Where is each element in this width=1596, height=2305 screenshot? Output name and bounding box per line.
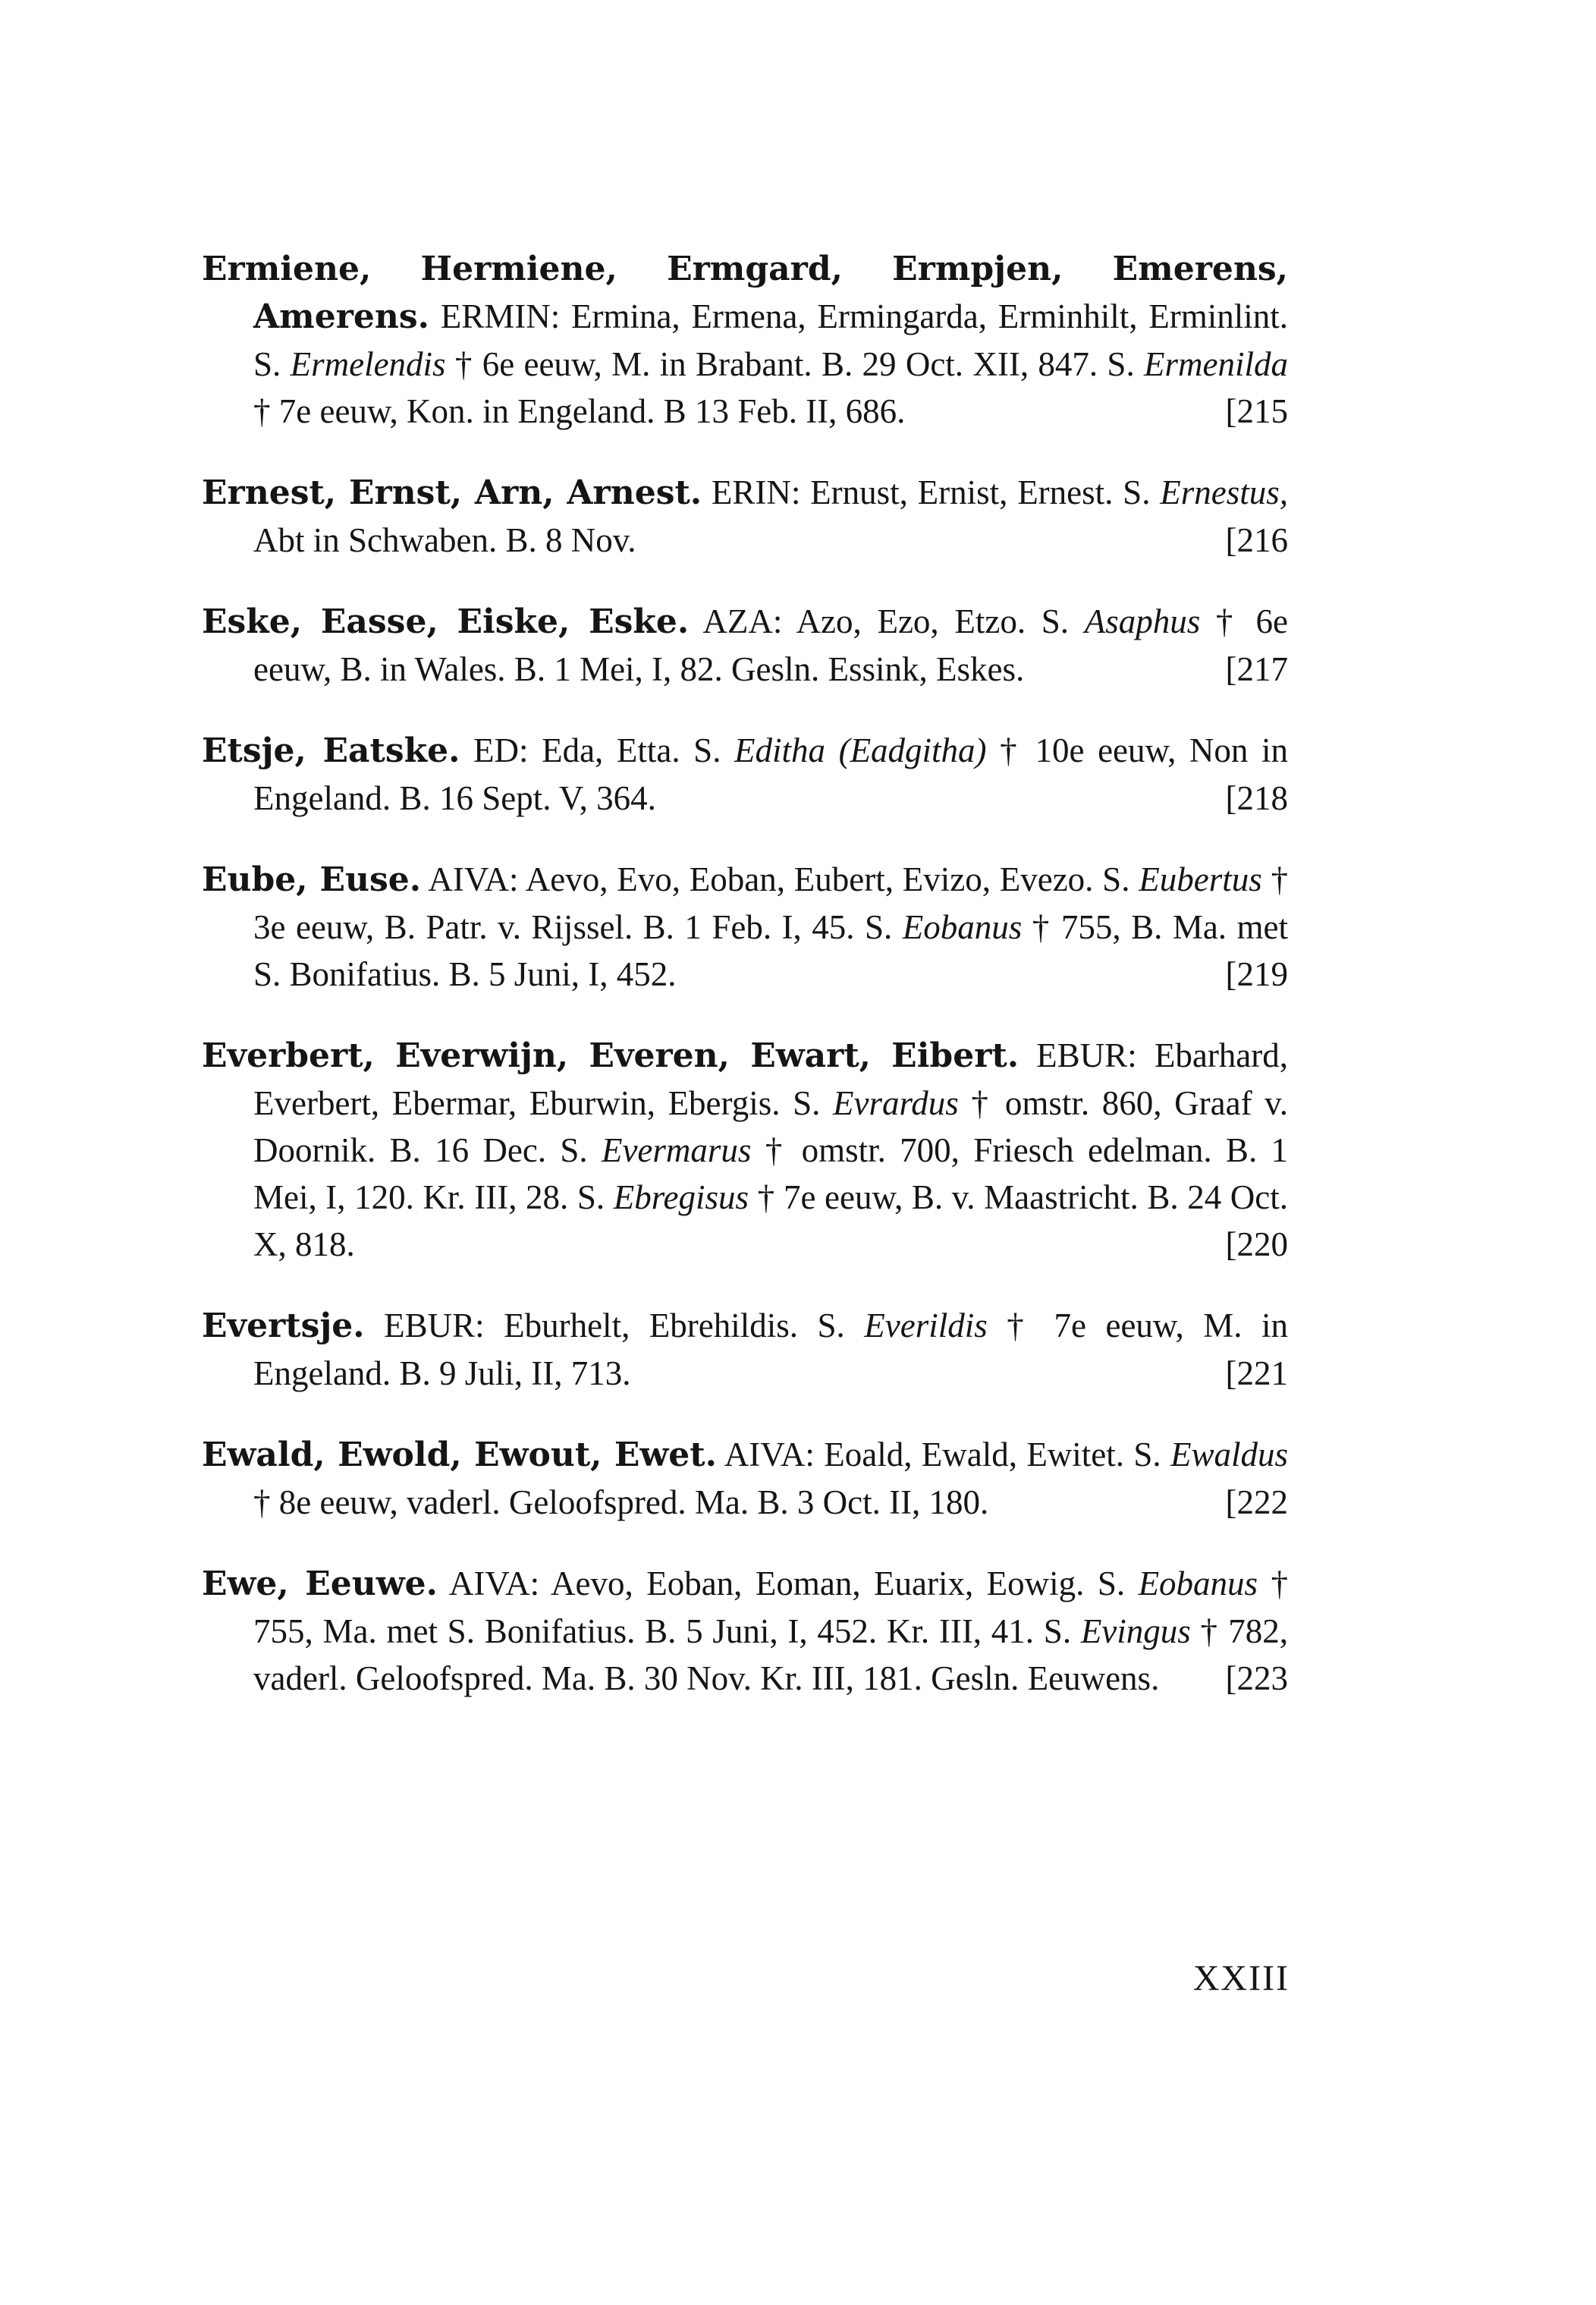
entry-head: Ermiene, Hermiene, Ermgard, Ermpjen, Emerens, Amerens. [202,250,1288,336]
entry-text: ED: Eda, Etta. S. [460,731,735,769]
saint-name: Evingus [1080,1612,1191,1650]
entry-218 [202,727,1288,822]
entry-220 [202,1032,1288,1268]
entry-number: [223 [1225,1659,1288,1697]
saint-name: Evermarus [601,1131,752,1169]
entry-number: [220 [1225,1225,1288,1263]
saint-name: Editha (Eadgitha) [734,731,987,769]
name-entries [202,211,1288,1724]
saint-name: Evrardus [832,1084,959,1122]
entry-222 [202,1431,1288,1526]
entry-223 [202,1560,1288,1702]
entry-text: ERIN: Ernust, Ernist, Ernest. S. [702,473,1161,511]
saint-name: Everildis [864,1307,988,1344]
entry-number: [222 [1225,1483,1288,1521]
entry-text: AIVA: Aevo, Evo, Eoban, Eubert, Evizo, Evezo. S. [421,860,1139,898]
entry-number: [215 [1225,392,1288,430]
entry-head: Evertsje. [202,1307,365,1345]
saint-name: Ernestus, [1160,473,1288,511]
entry-text: AZA: Azo, Ezo, Etzo. S. [689,602,1085,640]
saint-name: Eubertus [1139,860,1262,898]
saint-name: Ermenilda [1144,345,1288,383]
page-number: XXIII [1192,1958,1290,1998]
entry-head: Eube, Euse. [202,860,422,899]
entry-text: AIVA: Aevo, Eoban, Eoman, Euarix, Eowig. S. [437,1564,1139,1602]
entry-number: [218 [1225,779,1288,817]
entry-215 [202,245,1288,435]
entry-text: † 7e eeuw, M. in Engeland. B. 9 Juli, II, 713. [253,1307,1288,1392]
entry-text: † 782, vaderl. Geloofspred. Ma. B. 30 Nov. Kr. III, 181. Gesln. Eeuwens. [253,1612,1289,1697]
entry-number: [221 [1225,1354,1288,1392]
entry-number: [219 [1225,955,1288,993]
entry-text: † 10e eeuw, Non in Engeland. B. 16 Sept. V, 364. [253,731,1288,817]
entry-text: Abt in Schwaben. B. 8 Nov. [253,521,636,559]
entry-text: † 7e eeuw, B. v. Maastricht. B. 24 Oct. X, 818. [253,1178,1288,1263]
entry-head: Eske, Easse, Eiske, Eske. [202,602,690,641]
entry-text: † 755, B. Ma. met S. Bonifatius. B. 5 Juni, I, 452. [253,908,1289,993]
saint-name: Ebregisus [613,1178,749,1216]
entry-head: Etsje, Eatske. [202,731,460,770]
entry-number: [217 [1225,650,1288,688]
entry-217 [202,598,1288,693]
entry-head: Ernest, Ernst, Arn, Arnest. [202,473,702,512]
entry-219 [202,856,1288,998]
entry-text: † 6e eeuw, M. in Brabant. B. 29 Oct. XII, 847. S. [445,345,1145,383]
entry-216 [202,469,1288,564]
entry-text: AIVA: Eoald, Ewald, Ewitet. S. [716,1436,1170,1473]
saint-name: Eobanus [1138,1564,1258,1602]
entry-head: Everbert, Everwijn, Everen, Ewart, Eibert. [202,1036,1019,1075]
entry-head: Ewe, Eeuwe. [202,1564,438,1603]
entry-text: ERMIN: Ermina, Ermena, Ermingarda, Erminhilt, Erminlint. S. [253,297,1288,383]
saint-name: Ewaldus [1170,1436,1288,1473]
entry-text: † omstr. 700, Friesch edelman. B. 1 Mei, I, 120. Kr. III, 28. S. [253,1131,1288,1216]
entry-text: † omstr. 860, Graaf v. Doornik. B. 16 Dec. S. [253,1084,1288,1169]
entry-text: EBUR: Ebarhard, Everbert, Ebermar, Eburwin, Ebergis. S. [253,1036,1289,1122]
entry-text: † 8e eeuw, vaderl. Geloofspred. Ma. B. 3 Oct. II, 180. [253,1483,989,1521]
saint-name: Eobanus [902,908,1023,946]
entry-text: † 6e eeuw, B. in Wales. B. 1 Mei, I, 82. Gesln. Essink, Eskes. [253,602,1288,688]
saint-name: Asaphus [1084,602,1201,640]
saint-name: Ermelendis [290,345,446,383]
entry-head: Ewald, Ewold, Ewout, Ewet. [202,1436,717,1474]
entry-number: [216 [1225,521,1288,559]
entry-221 [202,1302,1288,1397]
entry-text: EBUR: Eburhelt, Ebrehildis. S. [364,1307,865,1344]
entry-text: † 7e eeuw, Kon. in Engeland. B 13 Feb. II, 686. [253,392,906,430]
entry-text: † 755, Ma. met S. Bonifatius. B. 5 Juni, I, 452. Kr. III, 41. S. [253,1564,1289,1650]
entry-text: † 3e eeuw, B. Patr. v. Rijssel. B. 1 Feb. I, 45. S. [253,860,1289,946]
